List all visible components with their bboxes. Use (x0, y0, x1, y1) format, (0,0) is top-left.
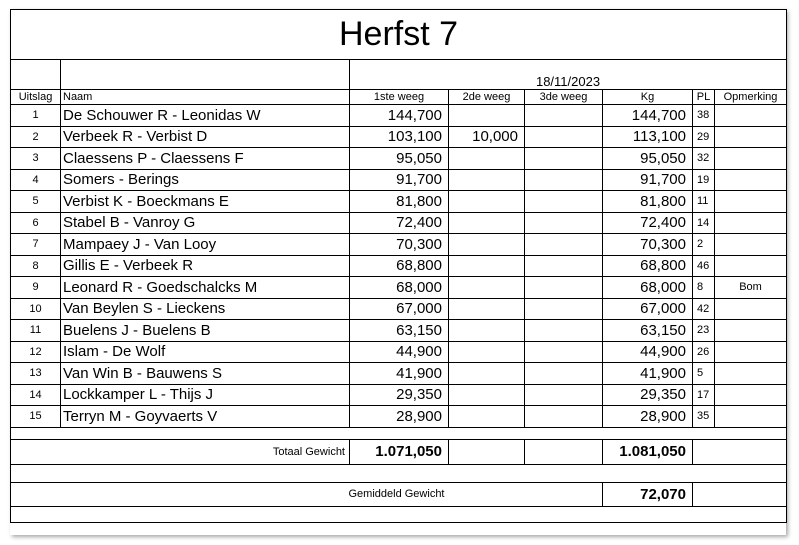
remark-value (715, 320, 787, 342)
weeg2-value (449, 406, 525, 428)
blank-cell (449, 427, 525, 439)
pl-value: 42 (693, 298, 715, 320)
table-row (11, 169, 787, 191)
remark-value (715, 148, 787, 170)
weeg2-value (449, 277, 525, 299)
pl-value: 46 (693, 255, 715, 277)
weeg3-value (525, 191, 603, 213)
blank-cell (11, 464, 61, 482)
header-weeg3: 3de weeg (525, 90, 603, 105)
weeg2-value (449, 363, 525, 385)
weeg2-value (449, 384, 525, 406)
remark-value (715, 363, 787, 385)
rank-cell: 4 (11, 169, 61, 191)
weeg1-value: 29,350 (350, 384, 449, 406)
blank-cell (715, 427, 787, 439)
sheet-title: Herfst 7 (11, 10, 787, 60)
table-row (11, 105, 787, 127)
blank-cell (525, 482, 603, 506)
remark-value (715, 191, 787, 213)
remark-value (715, 298, 787, 320)
table-row (11, 298, 787, 320)
weeg3-value (525, 384, 603, 406)
header-uitslag: Uitslag (11, 90, 61, 105)
total-weeg3 (525, 439, 603, 464)
weeg1-value: 70,300 (350, 234, 449, 256)
participant-name: Verbist K - Boeckmans E (61, 191, 350, 213)
weeg1-value: 68,000 (350, 277, 449, 299)
table-row (11, 212, 787, 234)
pl-value: 17 (693, 384, 715, 406)
blank-cell (525, 464, 603, 482)
kg-value: 113,100 (603, 126, 693, 148)
weeg3-value (525, 298, 603, 320)
total-kg: 1.081,050 (603, 439, 693, 464)
weeg1-value: 103,100 (350, 126, 449, 148)
participant-name: Somers - Berings (61, 169, 350, 191)
blank-cell (525, 427, 603, 439)
date-header: 18/11/2023 (350, 60, 787, 90)
blank-cell (603, 427, 693, 439)
weeg3-value (525, 169, 603, 191)
kg-value: 67,000 (603, 298, 693, 320)
weeg3-value (525, 277, 603, 299)
rank-cell: 3 (11, 148, 61, 170)
blank-cell (693, 427, 715, 439)
kg-value: 29,350 (603, 384, 693, 406)
rank-cell: 12 (11, 341, 61, 363)
weeg2-value (449, 234, 525, 256)
blank-cell (350, 506, 449, 522)
weeg2-value (449, 298, 525, 320)
average-kg: 72,070 (603, 482, 693, 506)
weeg2-value (449, 169, 525, 191)
weeg2-value: 10,000 (449, 126, 525, 148)
weeg3-value (525, 341, 603, 363)
rank-cell: 9 (11, 277, 61, 299)
blank-cell (61, 506, 350, 522)
weeg3-value (525, 363, 603, 385)
weeg3-value (525, 320, 603, 342)
blank-cell (693, 439, 715, 464)
blank-cell (61, 427, 350, 439)
rank-cell: 14 (11, 384, 61, 406)
remark-value (715, 234, 787, 256)
pl-value: 5 (693, 363, 715, 385)
participant-name: Gillis E - Verbeek R (61, 255, 350, 277)
weeg1-value: 72,400 (350, 212, 449, 234)
participant-name: Islam - De Wolf (61, 341, 350, 363)
blank-cell (449, 506, 525, 522)
participant-name: Van Win B - Bauwens S (61, 363, 350, 385)
blank-cell (715, 482, 787, 506)
participant-name: Buelens J - Buelens B (61, 320, 350, 342)
participant-name: Claessens P - Claessens F (61, 148, 350, 170)
table-row (11, 126, 787, 148)
weeg1-value: 68,800 (350, 255, 449, 277)
kg-value: 144,700 (603, 105, 693, 127)
blank-cell (525, 506, 603, 522)
header-opmerking: Opmerking (715, 90, 787, 105)
blank-cell (61, 464, 350, 482)
pl-value: 35 (693, 406, 715, 428)
blank-cell (61, 60, 350, 90)
participant-name: Mampaey J - Van Looy (61, 234, 350, 256)
pl-value: 32 (693, 148, 715, 170)
rank-cell: 1 (11, 105, 61, 127)
blank-cell (449, 482, 525, 506)
participant-name: De Schouwer R - Leonidas W (61, 105, 350, 127)
pl-value: 19 (693, 169, 715, 191)
table-row (11, 384, 787, 406)
kg-value: 41,900 (603, 363, 693, 385)
table-row (11, 255, 787, 277)
blank-cell (693, 464, 715, 482)
kg-value: 91,700 (603, 169, 693, 191)
participant-name: Leonard R - Goedschalcks M (61, 277, 350, 299)
weeg1-value: 91,700 (350, 169, 449, 191)
weeg1-value: 67,000 (350, 298, 449, 320)
blank-cell (11, 506, 61, 522)
header-pl: PL (693, 90, 715, 105)
weeg2-value (449, 212, 525, 234)
weeg3-value (525, 255, 603, 277)
pl-value: 26 (693, 341, 715, 363)
remark-value (715, 212, 787, 234)
weeg3-value (525, 406, 603, 428)
remark-value (715, 341, 787, 363)
remark-value: Bom (715, 277, 787, 299)
total-weeg2 (449, 439, 525, 464)
remark-value (715, 126, 787, 148)
blank-cell (715, 506, 787, 522)
blank-cell (693, 506, 715, 522)
kg-value: 63,150 (603, 320, 693, 342)
kg-value: 81,800 (603, 191, 693, 213)
weeg2-value (449, 191, 525, 213)
blank-cell (11, 427, 61, 439)
pl-value: 29 (693, 126, 715, 148)
rank-cell: 15 (11, 406, 61, 428)
kg-value: 28,900 (603, 406, 693, 428)
table-row (11, 148, 787, 170)
remark-value (715, 105, 787, 127)
table-row (11, 191, 787, 213)
header-kg: Kg (603, 90, 693, 105)
kg-value: 72,400 (603, 212, 693, 234)
rank-cell: 6 (11, 212, 61, 234)
rank-cell: 7 (11, 234, 61, 256)
results-sheet (10, 9, 786, 535)
blank-cell (715, 464, 787, 482)
header-naam: Naam (61, 90, 350, 105)
weeg1-value: 63,150 (350, 320, 449, 342)
blank-cell (11, 482, 61, 506)
remark-value (715, 255, 787, 277)
participant-name: Verbeek R - Verbist D (61, 126, 350, 148)
weeg3-value (525, 148, 603, 170)
pl-value: 2 (693, 234, 715, 256)
weeg1-value: 28,900 (350, 406, 449, 428)
weeg1-value: 144,700 (350, 105, 449, 127)
average-weight-label: Gemiddeld Gewicht (61, 482, 449, 506)
participant-name: Terryn M - Goyvaerts V (61, 406, 350, 428)
participant-name: Stabel B - Vanroy G (61, 212, 350, 234)
weeg3-value (525, 212, 603, 234)
kg-value: 68,800 (603, 255, 693, 277)
pl-value: 8 (693, 277, 715, 299)
blank-cell (350, 427, 449, 439)
blank-cell (350, 464, 449, 482)
weeg2-value (449, 105, 525, 127)
remark-value (715, 169, 787, 191)
blank-cell (715, 439, 787, 464)
blank-cell (603, 506, 693, 522)
weeg1-value: 41,900 (350, 363, 449, 385)
header-weeg2: 2de weeg (449, 90, 525, 105)
rank-cell: 13 (11, 363, 61, 385)
table-row (11, 406, 787, 428)
rank-cell: 8 (11, 255, 61, 277)
weeg3-value (525, 126, 603, 148)
pl-value: 11 (693, 191, 715, 213)
weeg2-value (449, 255, 525, 277)
blank-cell (449, 464, 525, 482)
blank-cell (603, 464, 693, 482)
table-row (11, 363, 787, 385)
remark-value (715, 384, 787, 406)
pl-value: 38 (693, 105, 715, 127)
header-weeg1: 1ste weeg (350, 90, 449, 105)
weeg1-value: 95,050 (350, 148, 449, 170)
kg-value: 70,300 (603, 234, 693, 256)
remark-value (715, 406, 787, 428)
blank-cell (693, 482, 715, 506)
kg-value: 95,050 (603, 148, 693, 170)
table-row (11, 341, 787, 363)
results-table (10, 9, 787, 523)
weeg2-value (449, 341, 525, 363)
participant-name: Lockkamper L - Thijs J (61, 384, 350, 406)
total-weeg1: 1.071,050 (350, 439, 449, 464)
rank-cell: 11 (11, 320, 61, 342)
pl-value: 14 (693, 212, 715, 234)
kg-value: 68,000 (603, 277, 693, 299)
table-row (11, 277, 787, 299)
blank-cell (11, 60, 61, 90)
weeg1-value: 81,800 (350, 191, 449, 213)
table-row (11, 234, 787, 256)
participant-name: Van Beylen S - Lieckens (61, 298, 350, 320)
kg-value: 44,900 (603, 341, 693, 363)
weeg3-value (525, 234, 603, 256)
weeg2-value (449, 320, 525, 342)
weeg1-value: 44,900 (350, 341, 449, 363)
weeg2-value (449, 148, 525, 170)
blank-cell (11, 439, 61, 464)
weeg3-value (525, 105, 603, 127)
table-row (11, 320, 787, 342)
total-weight-label: Totaal Gewicht (61, 439, 350, 464)
rank-cell: 10 (11, 298, 61, 320)
rank-cell: 5 (11, 191, 61, 213)
rank-cell: 2 (11, 126, 61, 148)
pl-value: 23 (693, 320, 715, 342)
